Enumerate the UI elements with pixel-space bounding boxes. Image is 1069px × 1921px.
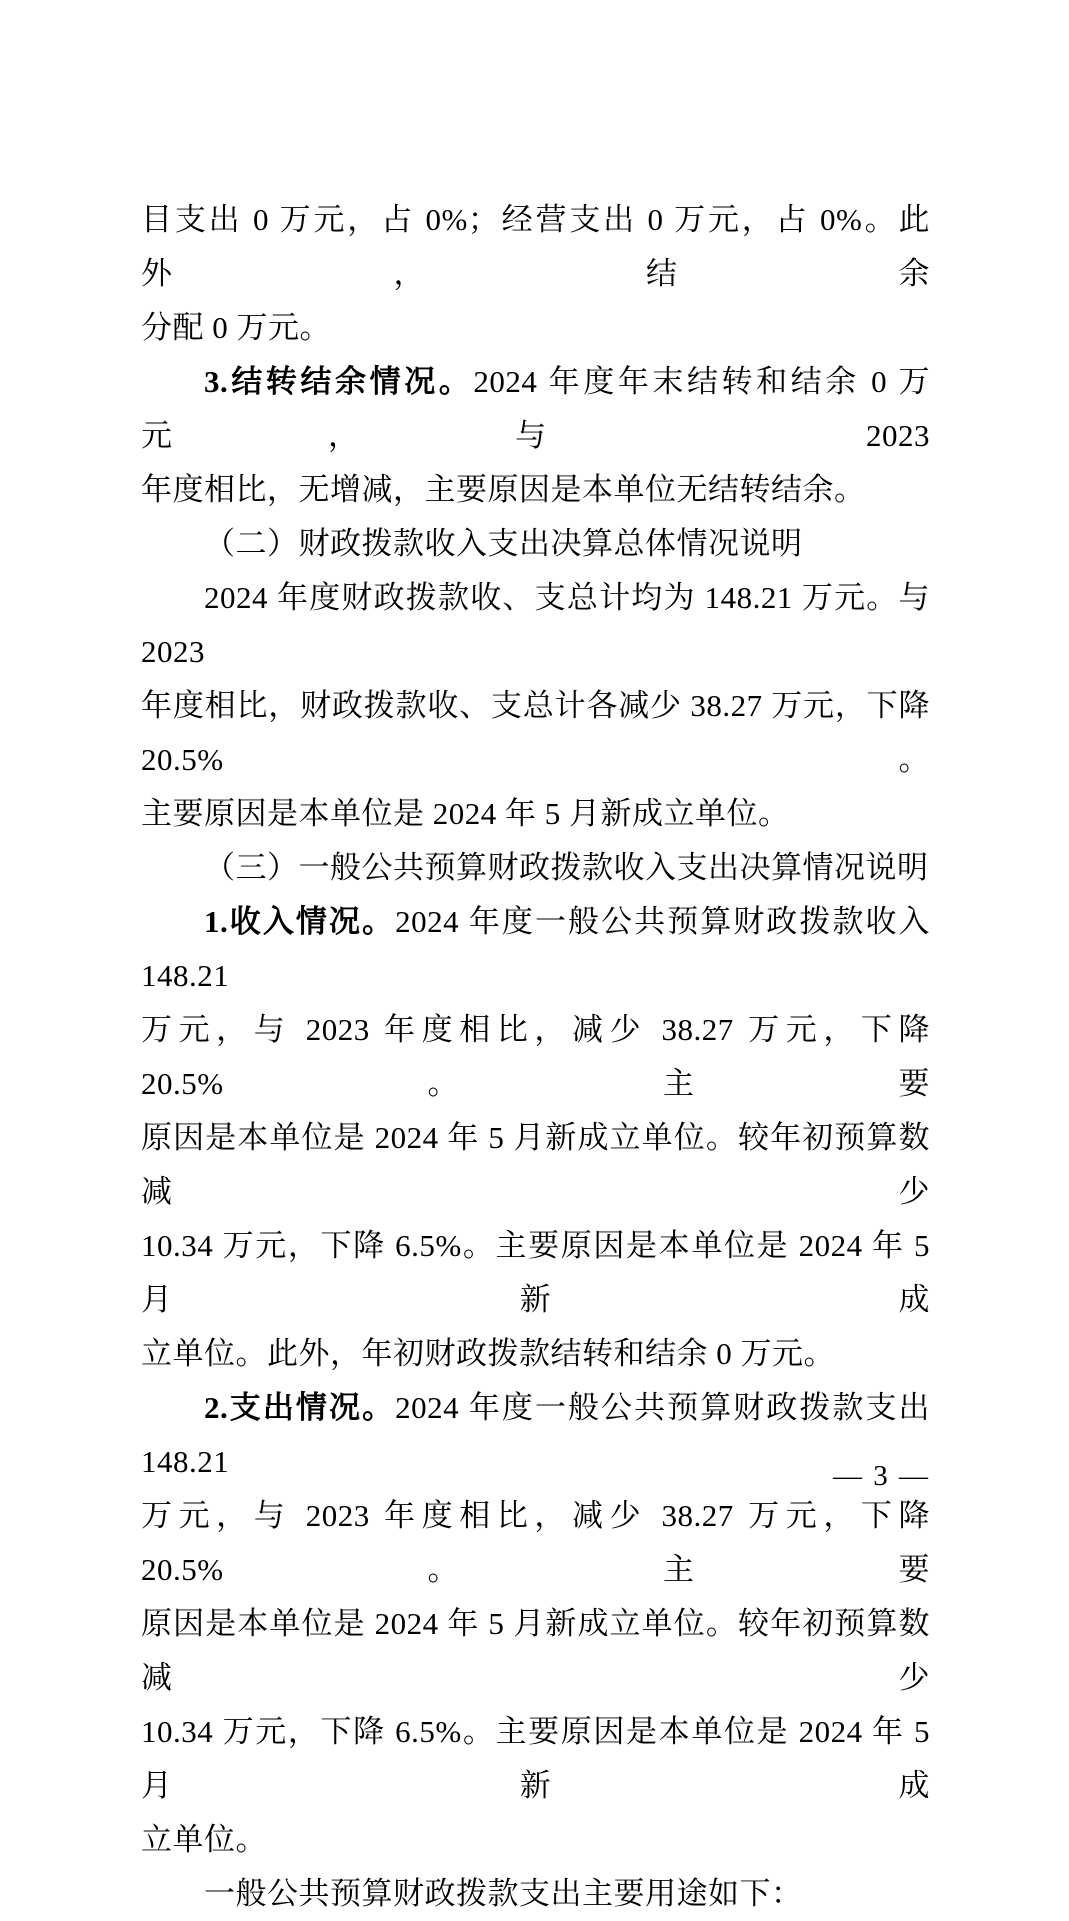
text-run: 2024 年度一般公共预算财政拨款收入 148.21	[141, 904, 931, 993]
text-line	[141, 1219, 930, 1327]
text-line	[141, 301, 930, 355]
text-run: 2024 年度财政拨款收、支总计均为 148.21 万元。与 2023	[141, 580, 930, 669]
text-line	[141, 1705, 930, 1813]
page-footer	[0, 1456, 930, 1496]
text-line	[141, 895, 930, 1003]
text-line	[141, 1489, 930, 1597]
text-run: 主要原因是本单位是 2024 年 5 月新成立单位。	[141, 796, 790, 831]
bold-heading-run: 2.支出情况。	[204, 1390, 396, 1425]
text-line	[141, 679, 930, 787]
text-run: 万元，与 2023 年度相比，减少 38.27 万元，下降 20.5%。主要	[141, 1012, 930, 1101]
text-run: 原因是本单位是 2024 年 5 月新成立单位。较年初预算数减少	[141, 1606, 930, 1695]
text-run: 目支出 0 万元，占 0%；经营支出 0 万元，占 0%。此外，结余	[141, 202, 930, 291]
text-line	[141, 1327, 930, 1381]
text-line	[141, 1597, 930, 1705]
text-run: 分配 0 万元。	[141, 310, 331, 345]
bold-heading-run: 1.收入情况。	[204, 904, 396, 939]
text-line	[141, 517, 930, 571]
text-line	[141, 1867, 930, 1921]
text-run: 立单位。	[141, 1822, 267, 1857]
text-run: 年度相比，无增减，主要原因是本单位无结转结余。	[141, 472, 866, 507]
text-line	[141, 1003, 930, 1111]
text-line	[141, 193, 930, 301]
text-line	[141, 787, 930, 841]
text-run: 原因是本单位是 2024 年 5 月新成立单位。较年初预算数减少	[141, 1120, 930, 1209]
text-run: 2024 年度年末结转和结余 0 万元，与 2023	[141, 364, 931, 453]
text-run: 10.34 万元，下降 6.5%。主要原因是本单位是 2024 年 5 月新成	[141, 1714, 930, 1803]
text-line	[141, 355, 930, 463]
text-line	[141, 463, 930, 517]
text-run: 一般公共预算财政拨款支出主要用途如下：	[204, 1876, 803, 1911]
section-heading-run: （二）财政拨款收入支出决算总体情况说明	[204, 526, 803, 561]
text-line	[141, 841, 930, 895]
text-run: 立单位。此外，年初财政拨款结转和结余 0 万元。	[141, 1336, 835, 1371]
document-body	[141, 193, 930, 1921]
text-line	[141, 1813, 930, 1867]
text-run: 万元，与 2023 年度相比，减少 38.27 万元，下降 20.5%。主要	[141, 1498, 930, 1587]
page-number: — 3 —	[833, 1460, 930, 1492]
bold-heading-run: 3.结转结余情况。	[204, 364, 474, 399]
text-run: 2024 年度一般公共预算财政拨款支出 148.21	[141, 1390, 931, 1479]
text-line	[141, 571, 930, 679]
section-heading-run: （三）一般公共预算财政拨款收入支出决算情况说明	[204, 850, 929, 885]
text-line	[141, 1111, 930, 1219]
text-run: 10.34 万元，下降 6.5%。主要原因是本单位是 2024 年 5 月新成	[141, 1228, 930, 1317]
text-run: 年度相比，财政拨款收、支总计各减少 38.27 万元，下降 20.5%。	[141, 688, 930, 777]
